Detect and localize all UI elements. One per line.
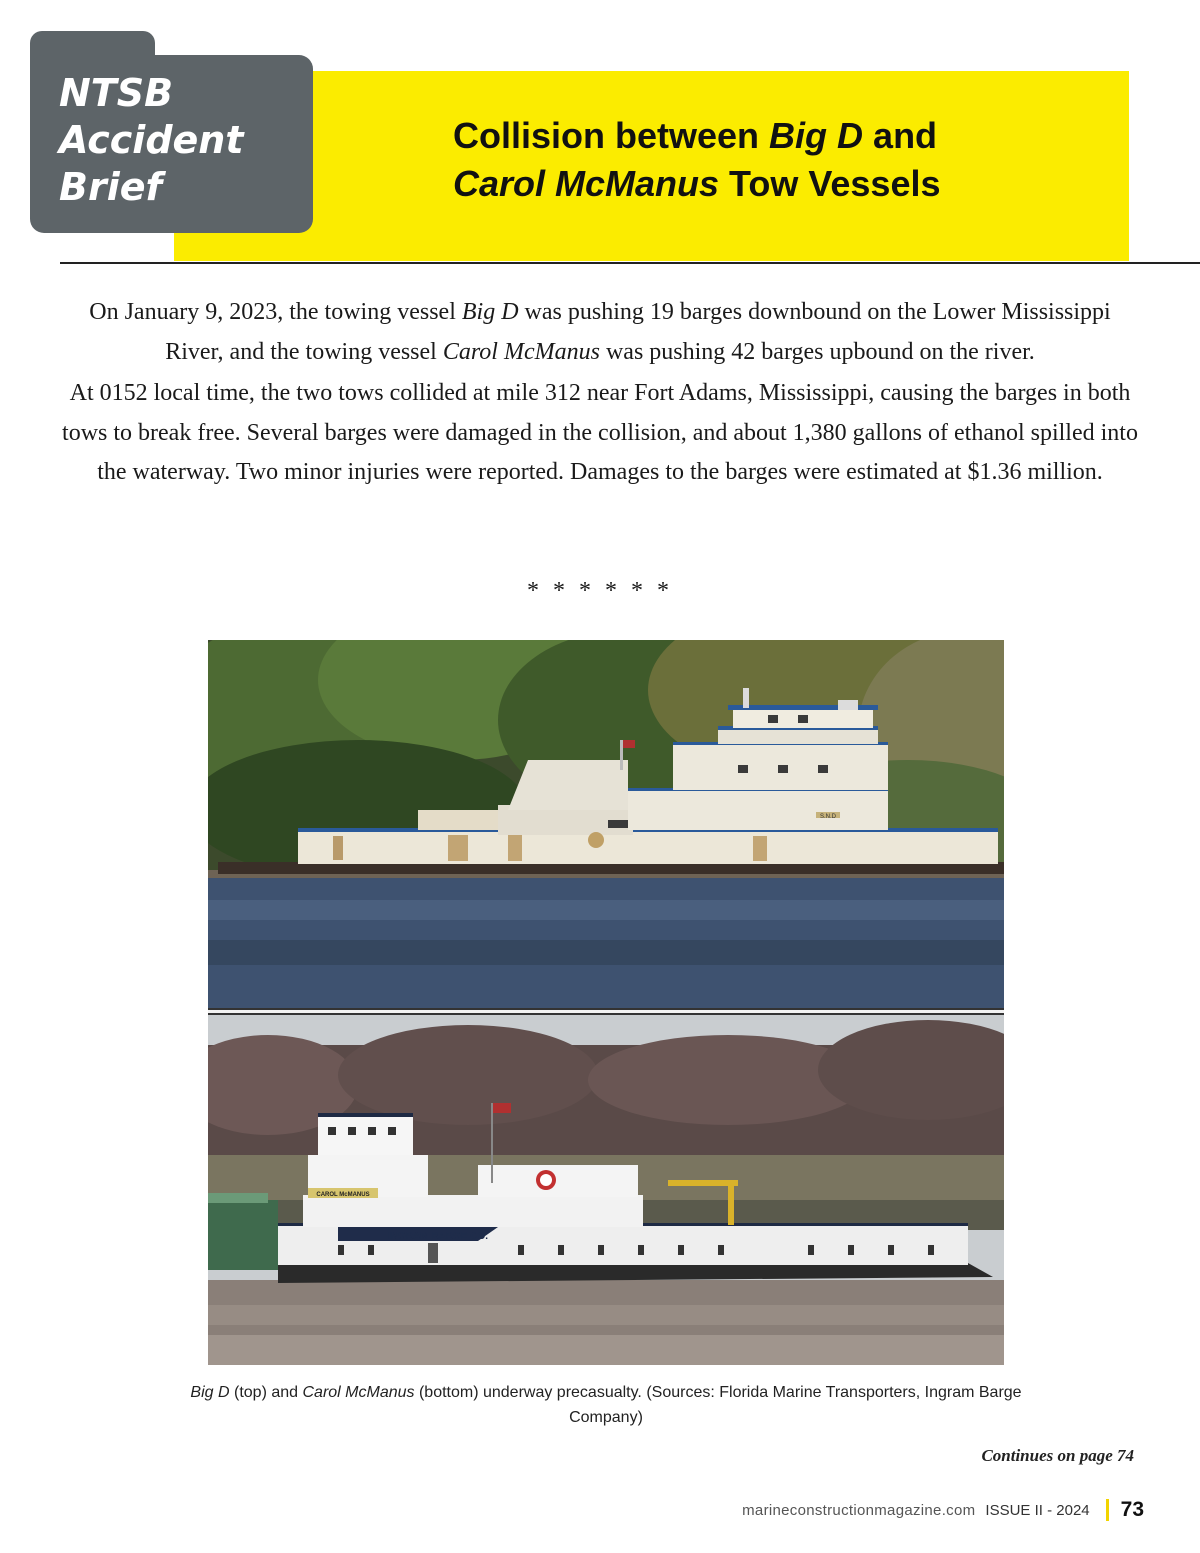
article-body bbox=[60, 293, 1140, 493]
vessel-name: Carol McManus bbox=[302, 1384, 415, 1401]
section-tab-label bbox=[59, 70, 309, 211]
vessel-name: Carol McManus bbox=[442, 338, 600, 365]
section-tab-line: Accident bbox=[59, 118, 244, 162]
body-text: On January 9, 2023, the towing vessel bbox=[89, 299, 462, 325]
hull-sign-ingram: INGRAM BARGE CO. bbox=[388, 1231, 488, 1242]
headline-text: and bbox=[863, 115, 938, 156]
headline-text: Tow Vessels bbox=[719, 163, 941, 204]
vessel-name: Carol McManus bbox=[453, 163, 720, 204]
vessel-name: Big D bbox=[769, 115, 864, 156]
footer-site: marineconstructionmagazine.com bbox=[742, 1501, 976, 1519]
headline-line-1 bbox=[453, 112, 1113, 160]
headline-line-2 bbox=[453, 160, 1113, 208]
vessel-name: Big D bbox=[190, 1384, 230, 1401]
photo-caption bbox=[190, 1380, 1022, 1430]
photo-big-d bbox=[208, 640, 1004, 1008]
body-text: was pushing 19 barges downbound on the Lower Mississippi River, and the towing vessel bbox=[165, 299, 1111, 365]
body-paragraph-2: At 0152 local time, the two tows collided at mile 312 near Fort Adams, Mississippi, causing the barges in both tows to break free. Several barges were damaged in the collision, and about 1,380 gallons of ethanol spilled into the waterway. Two minor injuries were reported. Damages to the barges were estimated at $1.36 million. bbox=[62, 380, 1138, 485]
caption-text: (bottom) underway precasualty. (Sources: Florida Marine Transporters, Ingram Barge Company) bbox=[414, 1384, 1022, 1426]
photo-divider bbox=[208, 1008, 1004, 1015]
caption-text: (top) and bbox=[229, 1384, 303, 1401]
headline-text: Collision between bbox=[453, 115, 770, 156]
section-separator: * * * * * * bbox=[527, 578, 673, 604]
page-footer bbox=[742, 1495, 1144, 1525]
header-rule bbox=[60, 262, 1200, 264]
body-paragraph-1 bbox=[60, 293, 1140, 372]
body-text: was pushing 42 barges upbound on the river. bbox=[599, 338, 1035, 365]
article-headline bbox=[453, 112, 1113, 208]
photo-carol-mcmanus bbox=[208, 1015, 1004, 1365]
vessel-name: Big D bbox=[461, 299, 519, 325]
footer-issue: ISSUE II - 2024 bbox=[985, 1501, 1090, 1519]
section-tab-line: Brief bbox=[59, 165, 163, 209]
continues-note: Continues on page 74 bbox=[981, 1446, 1134, 1465]
section-tab-line: NTSB bbox=[59, 71, 174, 115]
name-board-carol-mcmanus: CAROL McMANUS bbox=[316, 1192, 370, 1198]
footer-divider bbox=[1106, 1499, 1109, 1521]
vessel-sign-big-d: S.N.D bbox=[819, 814, 837, 820]
page-number: 73 bbox=[1120, 1498, 1144, 1521]
